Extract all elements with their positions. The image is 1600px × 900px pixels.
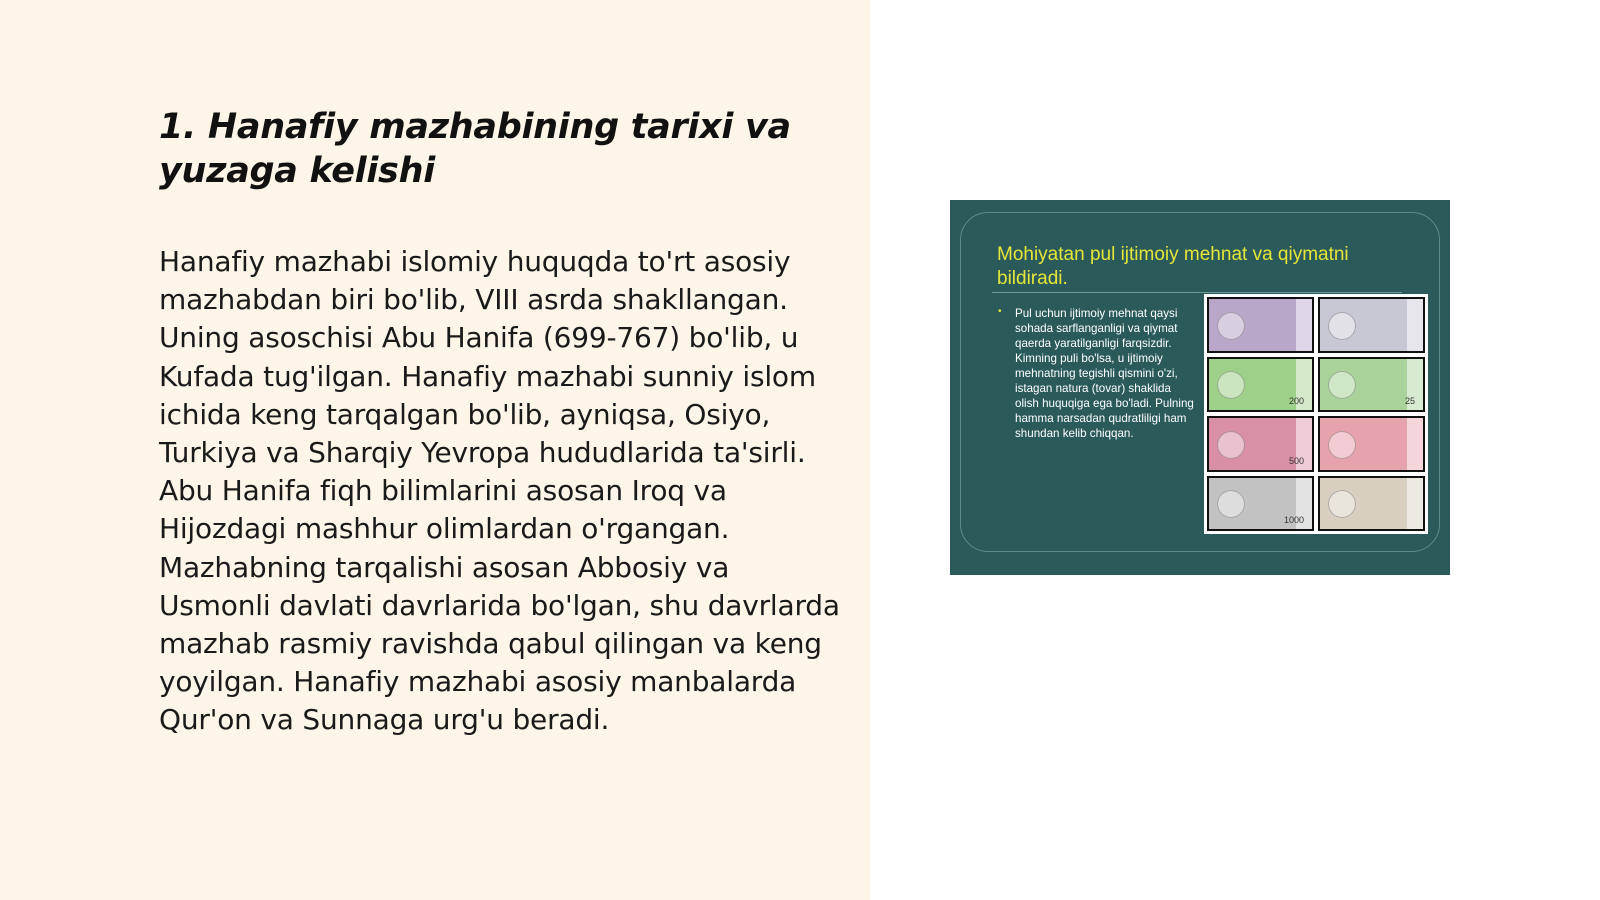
embedded-slide-image [950,200,1450,575]
emblem-icon [1328,312,1356,340]
banknote [1207,476,1314,532]
emblem-icon [1217,312,1245,340]
emblem-icon [1217,431,1245,459]
banknote [1318,357,1425,413]
emblem-icon [1217,371,1245,399]
banknote [1207,297,1314,353]
emblem-icon [1328,490,1356,518]
body-paragraph: Hanafiy mazhabi islomiy huquqda to'rt asosiy mazhabdan biri bo'lib, VIII asrda shakllangan. Uning asoschisi Abu Hanifa (699-767) bo'lib, u Kufada tug'ilgan. Hanafiy mazhabi sunniy islom ichida keng tarqalgan bo'lib, ayniqsa, Osiyo, Turkiya va Sharqiy Yevropa hududlarida ta'sirli. Abu Hanifa fiqh bilimlarini asosan Iroq va Hijozdagi mashhur olimlardan o'rgangan. Mazhabning tarqalishi asosan Abbosiy va Usmonli davlati davrlarida bo'lgan, shu davrlarda mazhab rasmiy ravishda qabul qilingan va keng yoyilgan. Hanafiy mazhabi asosiy manbalarda Qur'on va Sunnaga urg'u beradi. [159,245,840,737]
emblem-icon [1217,490,1245,518]
slide-title: Mohiyatan pul ijtimoiy mehnat va qiymatni bildiradi. [997,244,1349,289]
bullet-icon: • [998,306,1002,317]
banknote [1207,416,1314,472]
banknotes-collage [1204,294,1428,534]
slide-bullet-text: Pul uchun ijtimoiy mehnat qaysi sohada sarflanganligi va qiymat qaerda yaratilganligi farqsizdir. Kimning puli bo'lsa, u ijtimoiy mehnatning tegishli qismini o'zi, istagan natura (tovar) shaklida olish huquqiga ega bo'ladi. Pulning hamma narsadan qudratliligi ham shundan kelib chiqqan. [1015,307,1194,440]
banknote [1318,476,1425,532]
page-title: 1. Hanafiy mazhabining tarixi va yuzaga kelishi [159,107,791,191]
emblem-icon [1328,371,1356,399]
banknote-value: 500 [1288,455,1304,466]
banknote-value: 25 [1404,396,1415,406]
slide-divider [992,292,1402,293]
emblem-icon [1328,431,1356,459]
banknote [1207,357,1314,413]
banknote-value: 1000 [1283,515,1304,525]
banknote [1318,297,1425,353]
banknote [1318,416,1425,472]
banknote-value: 200 [1288,396,1304,406]
